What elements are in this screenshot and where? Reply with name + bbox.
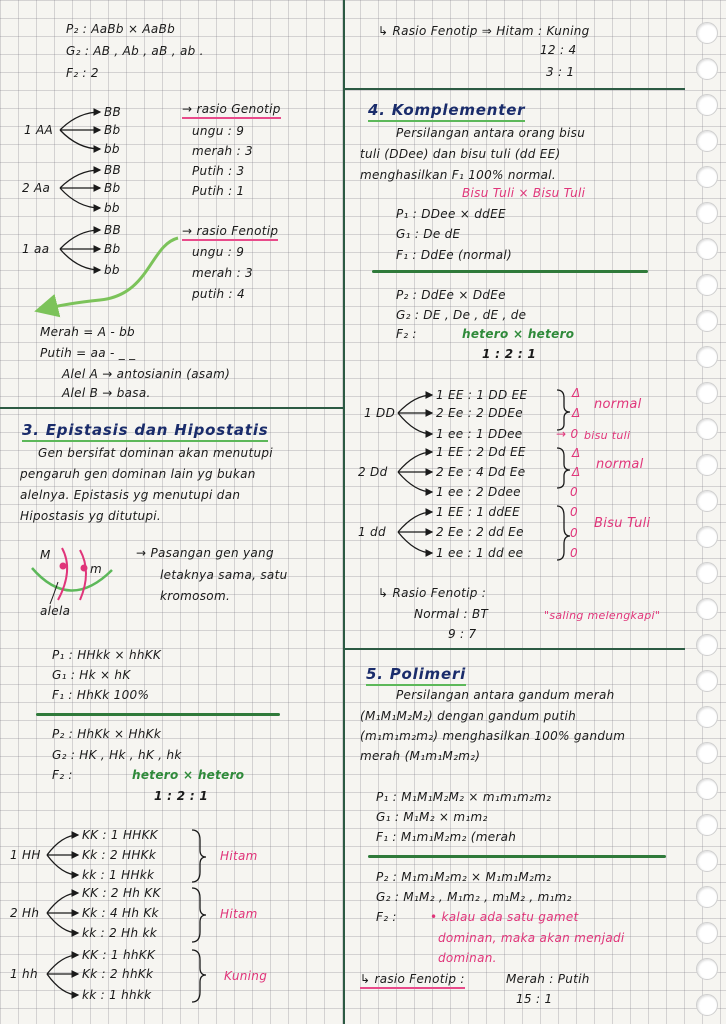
dd2-mark: 0 bbox=[570, 485, 578, 499]
s4-p1: P₁ : DDee × ddEE bbox=[396, 207, 506, 221]
s1-p2: P₂ : AaBb × AaBb bbox=[66, 22, 176, 36]
hh2-row: kk : 2 Hh kk bbox=[82, 926, 157, 940]
dd1-mark: Δ bbox=[572, 406, 581, 420]
s1-g2: G₂ : AB , Ab , aB , ab . bbox=[66, 44, 204, 58]
hh2-label: 2 Hh bbox=[10, 906, 40, 920]
s3-desc: pengaruh gen dominan lain yg bukan bbox=[20, 467, 256, 481]
s5-p2: P₂ : M₁m₁M₂m₂ × M₁m₁M₂m₂ bbox=[376, 870, 552, 884]
hh3-label: 1 hh bbox=[10, 967, 38, 981]
s5-desc: merah (M₁m₁M₂m₂) bbox=[360, 749, 481, 763]
dd3-row: 1 EE : 1 ddEE bbox=[436, 505, 521, 519]
s5-note: • kalau ada satu gamet bbox=[430, 910, 579, 924]
pasangan: kromosom. bbox=[160, 589, 231, 603]
s5-desc: (M₁M₁M₂M₂) dengan gandum putih bbox=[360, 709, 576, 723]
s4-rasio-label: ↳ Rasio Fenotip : bbox=[378, 586, 487, 600]
group-aa1-child: bb bbox=[104, 142, 120, 156]
s4-f1: F₁ : DdEe (normal) bbox=[396, 248, 513, 262]
genotip-row: ungu : 9 bbox=[192, 124, 245, 138]
group-aa3-label: 1 aa bbox=[22, 242, 50, 256]
lab-normal-1: normal bbox=[594, 397, 642, 412]
dd1-mark: → 0 bbox=[556, 427, 579, 441]
s4-g1: G₁ : De dE bbox=[396, 227, 461, 241]
s3-desc: Hipostasis yg ditutupi. bbox=[20, 509, 162, 523]
s5-note: dominan. bbox=[438, 951, 497, 965]
s4-desc: Persilangan antara orang bisu bbox=[396, 126, 586, 140]
dd1-mark: Δ bbox=[572, 386, 581, 400]
top-ratio-1: 12 : 4 bbox=[540, 43, 577, 57]
lab-normal-2: normal bbox=[596, 457, 644, 472]
s5-rasio-label: ↳ rasio Fenotip : bbox=[360, 972, 465, 986]
s3-title: 3. Epistasis dan Hipostatis bbox=[22, 423, 268, 437]
s4-p2: P₂ : DdEe × DdEe bbox=[396, 288, 506, 302]
s5-note: dominan, maka akan menjadi bbox=[438, 931, 625, 945]
s5-p1: P₁ : M₁M₁M₂M₂ × m₁m₁m₂m₂ bbox=[376, 790, 552, 804]
chromo-m2: m bbox=[90, 562, 102, 576]
hh3-result: Kuning bbox=[224, 969, 268, 983]
s4-rasio-head: Normal : BT bbox=[414, 607, 489, 621]
s3-f2-val: hetero × hetero bbox=[132, 768, 245, 782]
s1-f2: F₂ : 2 bbox=[66, 66, 99, 80]
hh1-result: Hitam bbox=[220, 849, 258, 863]
s5-title: 5. Polimeri bbox=[366, 667, 466, 681]
s4-title: 4. Komplementer bbox=[368, 103, 525, 117]
hh2-row: Kk : 4 Hh Kk bbox=[82, 906, 159, 920]
s5-desc: Persilangan antara gandum merah bbox=[396, 688, 615, 702]
dd3-mark: 0 bbox=[570, 526, 578, 540]
s4-rasio-val: 9 : 7 bbox=[448, 627, 477, 641]
group-aa3-child: BB bbox=[104, 223, 122, 237]
dd3-row: 1 ee : 1 dd ee bbox=[436, 546, 524, 560]
dd1-row: 1 ee : 1 DDee bbox=[436, 427, 523, 441]
fenotip-row: putih : 4 bbox=[192, 287, 245, 301]
s4-cross-label: Bisu Tuli × Bisu Tuli bbox=[462, 186, 586, 200]
dd2-mark: Δ bbox=[572, 465, 581, 479]
fenotip-row: merah : 3 bbox=[192, 266, 253, 280]
s4-ratio: 1 : 2 : 1 bbox=[482, 347, 537, 361]
s5-rasio-head: Merah : Putih bbox=[506, 972, 590, 986]
dd2-mark: Δ bbox=[572, 446, 581, 460]
dd3-mark: 0 bbox=[570, 505, 578, 519]
s4-quote: "saling melengkapi" bbox=[544, 609, 661, 622]
group-aa2-child: Bb bbox=[104, 181, 121, 195]
group-aa2-child: bb bbox=[104, 201, 120, 215]
hh2-row: KK : 2 Hh KK bbox=[82, 886, 161, 900]
group-aa1-child: Bb bbox=[104, 123, 121, 137]
dd2-row: 1 ee : 2 Ddee bbox=[436, 485, 521, 499]
group-aa2-label: 2 Aa bbox=[22, 181, 51, 195]
hh2-result: Hitam bbox=[220, 907, 258, 921]
s3-ratio: 1 : 2 : 1 bbox=[154, 789, 209, 803]
genotip-title: → rasio Genotip bbox=[182, 102, 281, 116]
dd1-row: 1 EE : 1 DD EE bbox=[436, 388, 528, 402]
hh1-label: 1 HH bbox=[10, 848, 41, 862]
s5-g1: G₁ : M₁M₂ × m₁m₂ bbox=[376, 810, 488, 824]
alela-label: alela bbox=[40, 604, 71, 618]
dd3-mark: 0 bbox=[570, 546, 578, 560]
group-aa1-label: 1 AA bbox=[24, 123, 54, 137]
genotip-row: Putih : 3 bbox=[192, 164, 245, 178]
group-aa2-child: BB bbox=[104, 163, 122, 177]
putih-rule: Putih = aa - _ _ bbox=[40, 346, 136, 360]
s3-g1: G₁ : Hk × hK bbox=[52, 668, 131, 682]
s4-f2-val: hetero × hetero bbox=[462, 327, 575, 341]
s3-g2: G₂ : HK , Hk , hK , hk bbox=[52, 748, 182, 762]
s5-f2-label: F₂ : bbox=[376, 910, 397, 924]
hh3-row: Kk : 2 hhKk bbox=[82, 967, 154, 981]
s3-f2-label: F₂ : bbox=[52, 768, 73, 782]
dd2-label: 2 Dd bbox=[358, 465, 388, 479]
alel-b: Alel B → basa. bbox=[62, 386, 151, 400]
dd2-row: 1 EE : 2 Dd EE bbox=[436, 445, 526, 459]
group-aa1-child: BB bbox=[104, 105, 122, 119]
s5-rasio-val: 15 : 1 bbox=[516, 992, 553, 1006]
chromo-m1: M bbox=[40, 548, 51, 562]
alel-a: Alel A → antosianin (asam) bbox=[62, 367, 231, 381]
dd3-row: 2 Ee : 2 dd Ee bbox=[436, 525, 524, 539]
s4-g2: G₂ : DE , De , dE , de bbox=[396, 308, 527, 322]
group-aa3-child: bb bbox=[104, 263, 120, 277]
s3-desc: alelnya. Epistasis yg menutupi dan bbox=[20, 488, 241, 502]
s3-desc: Gen bersifat dominan akan menutupi bbox=[38, 446, 273, 460]
s4-f2-label: F₂ : bbox=[396, 327, 417, 341]
dd3-label: 1 dd bbox=[358, 525, 386, 539]
hh1-row: kk : 1 HHkk bbox=[82, 868, 155, 882]
lab-bisu-tuli-small: bisu tuli bbox=[584, 429, 631, 442]
merah-rule: Merah = A - bb bbox=[40, 325, 135, 339]
pasangan: → Pasangan gen yang bbox=[136, 546, 274, 560]
s3-f1: F₁ : HhKk 100% bbox=[52, 688, 150, 702]
s4-desc: menghasilkan F₁ 100% normal. bbox=[360, 168, 557, 182]
fenotip-title: → rasio Fenotip bbox=[182, 224, 278, 238]
s3-p1: P₁ : HHkk × hhKK bbox=[52, 648, 162, 662]
hh1-row: KK : 1 HHKK bbox=[82, 828, 158, 842]
genotip-row: Putih : 1 bbox=[192, 184, 245, 198]
fenotip-row: ungu : 9 bbox=[192, 245, 245, 259]
lab-bisu-tuli: Bisu Tuli bbox=[594, 516, 651, 531]
hh3-row: KK : 1 hhKK bbox=[82, 948, 156, 962]
pasangan: letaknya sama, satu bbox=[160, 568, 288, 582]
s5-desc: (m₁m₁m₂m₂) menghasilkan 100% gandum bbox=[360, 729, 626, 743]
group-aa3-child: Bb bbox=[104, 242, 121, 256]
s4-desc: tuli (DDee) dan bisu tuli (dd EE) bbox=[360, 147, 561, 161]
hh3-row: kk : 1 hhkk bbox=[82, 988, 152, 1002]
dd1-row: 2 Ee : 2 DDEe bbox=[436, 406, 523, 420]
dd1-label: 1 DD bbox=[364, 406, 396, 420]
genotip-row: merah : 3 bbox=[192, 144, 253, 158]
s5-g2: G₂ : M₁M₂ , M₁m₂ , m₁M₂ , m₁m₂ bbox=[376, 890, 572, 904]
dd2-row: 2 Ee : 4 Dd Ee bbox=[436, 465, 526, 479]
hh1-row: Kk : 2 HHKk bbox=[82, 848, 157, 862]
top-rasio-title: ↳ Rasio Fenotip ⇒ Hitam : Kuning bbox=[378, 24, 590, 38]
s3-p2: P₂ : HhKk × HhKk bbox=[52, 727, 162, 741]
top-ratio-2: 3 : 1 bbox=[546, 65, 575, 79]
s5-f1: F₁ : M₁m₁M₂m₂ (merah bbox=[376, 830, 517, 844]
